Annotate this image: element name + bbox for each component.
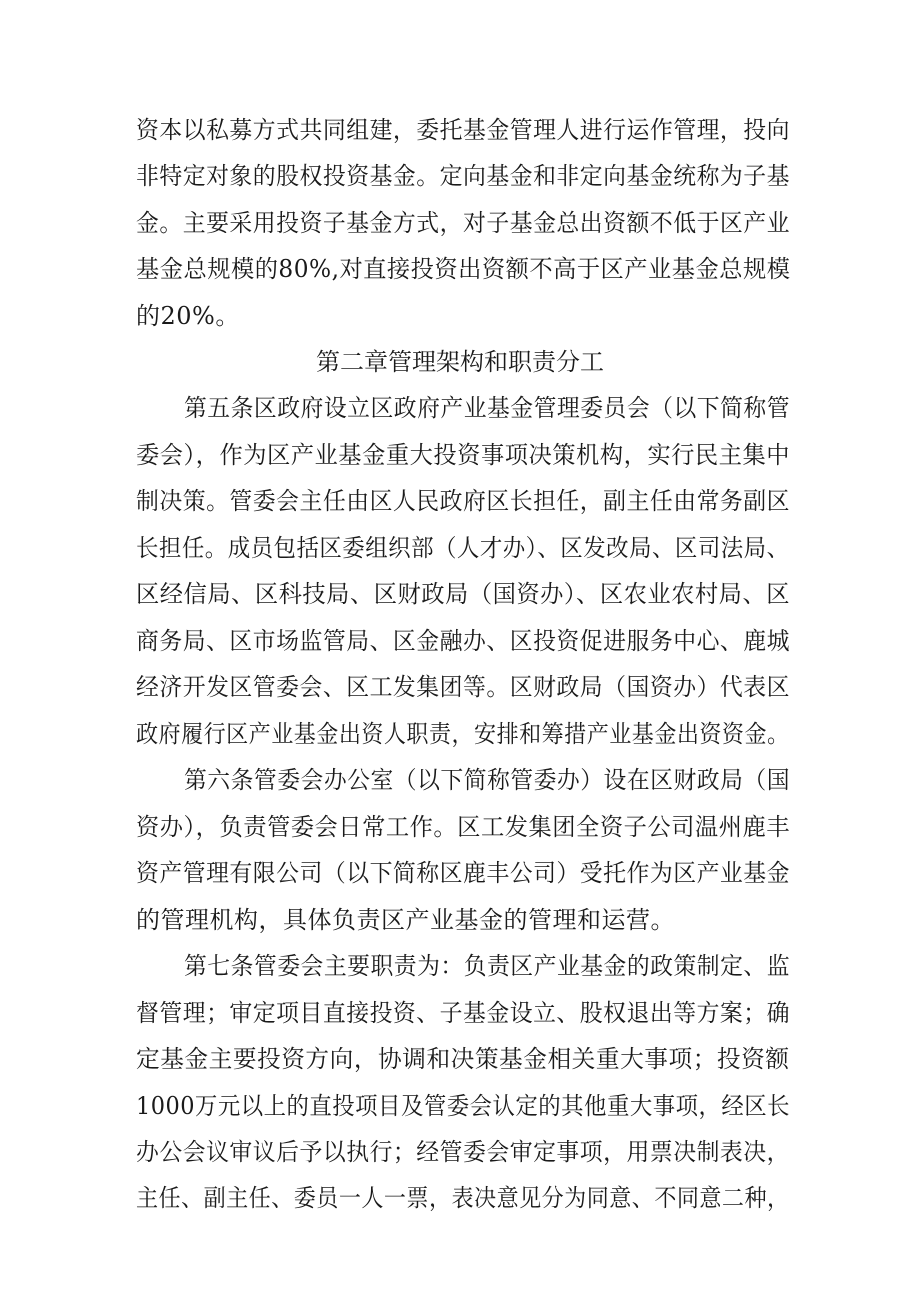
article-7-line: 定基金主要投资方向，协调和决策基金相关重大事项；投资额 (136, 1045, 790, 1073)
article-5-line: 第五条区政府设立区政府产业基金管理委员会（以下简称管 (184, 394, 790, 422)
article-5-line: 经济开发区管委会、区工发集团等。区财政局（国资办）代表区 (136, 673, 790, 701)
article-7-line: 1000万元以上的直投项目及管委会认定的其他重大事项，经区长 (136, 1092, 791, 1120)
article-6-line: 第六条管委会办公室（以下简称管委办）设在区财政局（国 (184, 766, 790, 794)
article-7-line: 办公会议审议后予以执行；经管委会审定事项，用票决制表决， (136, 1138, 790, 1166)
article-5-line: 制决策。管委会主任由区人民政府区长担任，副主任由常务副区 (136, 487, 790, 515)
article-5-line: 区经信局、区科技局、区财政局（国资办）、区农业农村局、区 (136, 580, 790, 608)
paragraph-line: 基金总规模的80%,对直接投资出资额不高于区产业基金总规模 (136, 255, 791, 283)
article-6-line: 的管理机构，具体负责区产业基金的管理和运营。 (136, 906, 675, 934)
paragraph-line: 资本以私募方式共同组建，委托基金管理人进行运作管理，投向 (136, 116, 790, 144)
paragraph-line: 金。主要采用投资子基金方式，对子基金总出资额不低于区产业 (136, 209, 790, 237)
article-6-line: 资办），负责管委会日常工作。区工发集团全资子公司温州鹿丰 (136, 813, 790, 841)
article-7-line: 督管理；审定项目直接投资、子基金设立、股权退出等方案；确 (136, 999, 790, 1027)
article-7-line: 主任、副主任、委员一人一票，表决意见分为同意、不同意二种， (136, 1184, 790, 1212)
article-5-line: 长担任。成员包括区委组织部（人才办）、区发改局、区司法局、 (136, 534, 790, 562)
article-6-line: 资产管理有限公司（以下简称区鹿丰公司）受托作为区产业基金 (136, 859, 790, 887)
article-5-line: 政府履行区产业基金出资人职责，安排和筹措产业基金出资资金。 (136, 720, 790, 748)
article-5-line: 商务局、区市场监管局、区金融办、区投资促进服务中心、鹿城 (136, 627, 790, 655)
chapter-heading: 第二章管理架构和职责分工 (316, 348, 604, 376)
article-5-line: 委会），作为区产业基金重大投资事项决策机构，实行民主集中 (136, 441, 790, 469)
paragraph-line: 非特定对象的股权投资基金。定向基金和非定向基金统称为子基 (136, 162, 790, 190)
article-7-line: 第七条管委会主要职责为：负责区产业基金的政策制定、监 (184, 952, 790, 980)
paragraph-line: 的20%。 (136, 302, 240, 330)
